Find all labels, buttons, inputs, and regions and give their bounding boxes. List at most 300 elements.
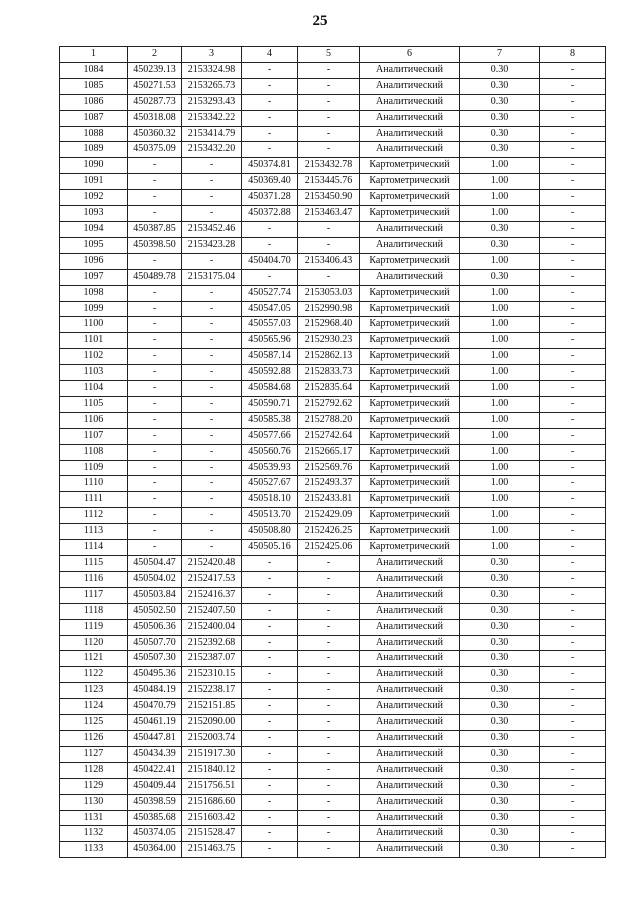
table-cell: 2153445.76 [298, 174, 360, 190]
table-cell: - [182, 349, 242, 365]
table-cell: 450507.30 [128, 651, 182, 667]
table-cell: 450557.03 [242, 317, 298, 333]
table-cell: 450547.05 [242, 301, 298, 317]
table-cell: - [182, 174, 242, 190]
table-cell: - [540, 524, 606, 540]
table-row [60, 412, 606, 428]
table-cell: - [298, 746, 360, 762]
table-cell: - [242, 221, 298, 237]
table-cell: Картометрический [360, 412, 460, 428]
table-cell: 1087 [60, 110, 128, 126]
table-cell: 1130 [60, 794, 128, 810]
table-cell: - [298, 810, 360, 826]
table-cell: - [242, 683, 298, 699]
table-cell: 450398.50 [128, 237, 182, 253]
table-cell: 1096 [60, 253, 128, 269]
table-cell: 2153463.47 [298, 206, 360, 222]
table-cell: 2152835.64 [298, 381, 360, 397]
table-cell: - [242, 142, 298, 158]
table-cell: 2152493.37 [298, 476, 360, 492]
table-row [60, 142, 606, 158]
table-cell: 1118 [60, 603, 128, 619]
table-cell: 0.30 [460, 715, 540, 731]
table-cell: 450518.10 [242, 492, 298, 508]
table-cell: 1100 [60, 317, 128, 333]
table-cell: 1.00 [460, 206, 540, 222]
table-cell: Аналитический [360, 237, 460, 253]
table-cell: 1.00 [460, 301, 540, 317]
table-cell: 1.00 [460, 460, 540, 476]
table-cell: 1124 [60, 699, 128, 715]
table-cell: 1.00 [460, 412, 540, 428]
table-cell: 1097 [60, 269, 128, 285]
table-cell: - [298, 794, 360, 810]
table-cell: 1.00 [460, 174, 540, 190]
table-cell: 1099 [60, 301, 128, 317]
table-cell: 0.30 [460, 762, 540, 778]
table-cell: 1.00 [460, 428, 540, 444]
table-cell: - [128, 540, 182, 556]
table-cell: - [128, 206, 182, 222]
table-cell: - [298, 62, 360, 78]
table-cell: 1091 [60, 174, 128, 190]
table-cell: 1133 [60, 842, 128, 858]
table-cell: Картометрический [360, 492, 460, 508]
table-cell: Картометрический [360, 349, 460, 365]
column-header: 4 [242, 47, 298, 63]
table-cell: 450369.40 [242, 174, 298, 190]
table-cell: Картометрический [360, 206, 460, 222]
table-cell: 2152392.68 [182, 635, 242, 651]
table-cell: - [540, 715, 606, 731]
table-cell: 1.00 [460, 317, 540, 333]
table-cell: - [182, 396, 242, 412]
table-cell: - [540, 78, 606, 94]
table-cell: 1110 [60, 476, 128, 492]
table-cell: - [540, 826, 606, 842]
table-cell: 2153053.03 [298, 285, 360, 301]
table-cell: - [540, 381, 606, 397]
table-cell: - [540, 428, 606, 444]
column-header: 7 [460, 47, 540, 63]
table-cell: - [540, 810, 606, 826]
table-row [60, 110, 606, 126]
table-cell: Картометрический [360, 508, 460, 524]
table-row [60, 810, 606, 826]
table-cell: 2152090.00 [182, 715, 242, 731]
table-cell: - [540, 221, 606, 237]
table-cell: - [540, 699, 606, 715]
table-row [60, 492, 606, 508]
table-header-row [60, 47, 606, 63]
table-cell: 450318.08 [128, 110, 182, 126]
table-cell: 450375.09 [128, 142, 182, 158]
table-cell: 450398.59 [128, 794, 182, 810]
table-cell: 2151917.30 [182, 746, 242, 762]
table-cell: 1117 [60, 587, 128, 603]
table-cell: 450505.16 [242, 540, 298, 556]
table-cell: 2152238.17 [182, 683, 242, 699]
table-cell: 1114 [60, 540, 128, 556]
table-cell: - [182, 476, 242, 492]
table-cell: 2152665.17 [298, 444, 360, 460]
table-cell: - [540, 174, 606, 190]
table-row [60, 333, 606, 349]
table-cell: - [128, 508, 182, 524]
table-cell: - [298, 221, 360, 237]
table-cell: 450461.19 [128, 715, 182, 731]
table-cell: - [540, 794, 606, 810]
table-row [60, 587, 606, 603]
table-cell: - [242, 269, 298, 285]
table-cell: Картометрический [360, 317, 460, 333]
table-cell: Аналитический [360, 142, 460, 158]
table-cell: 1123 [60, 683, 128, 699]
table-cell: 0.30 [460, 778, 540, 794]
table-cell: - [182, 524, 242, 540]
table-cell: 2151603.42 [182, 810, 242, 826]
table-cell: Картометрический [360, 158, 460, 174]
table-cell: 450587.14 [242, 349, 298, 365]
table-cell: 0.30 [460, 683, 540, 699]
table-row [60, 619, 606, 635]
table-cell: - [298, 556, 360, 572]
table-cell: - [182, 301, 242, 317]
table-row [60, 158, 606, 174]
table-cell: Аналитический [360, 826, 460, 842]
table-row [60, 651, 606, 667]
table-cell: 1.00 [460, 349, 540, 365]
table-cell: - [182, 253, 242, 269]
table-cell: 1128 [60, 762, 128, 778]
table-cell: - [298, 635, 360, 651]
table-row [60, 540, 606, 556]
table-cell: 450287.73 [128, 94, 182, 110]
table-cell: - [540, 476, 606, 492]
table-cell: - [540, 396, 606, 412]
table-cell: - [182, 190, 242, 206]
table-cell: Аналитический [360, 746, 460, 762]
table-cell: - [128, 428, 182, 444]
table-cell: 1132 [60, 826, 128, 842]
table-cell: - [242, 794, 298, 810]
table-cell: 450590.71 [242, 396, 298, 412]
table-cell: 450360.32 [128, 126, 182, 142]
table-cell: 450584.68 [242, 381, 298, 397]
table-cell: 2152833.73 [298, 365, 360, 381]
table-row [60, 524, 606, 540]
table-cell: - [128, 301, 182, 317]
table-row [60, 206, 606, 222]
table-cell: - [540, 746, 606, 762]
table-cell: - [540, 269, 606, 285]
table-cell: 1103 [60, 365, 128, 381]
table-cell: - [540, 651, 606, 667]
table-cell: Аналитический [360, 269, 460, 285]
table-cell: - [540, 842, 606, 858]
table-cell: Картометрический [360, 460, 460, 476]
table-cell: 1108 [60, 444, 128, 460]
table-cell: - [182, 158, 242, 174]
table-cell: - [128, 158, 182, 174]
table-cell: 0.30 [460, 651, 540, 667]
table-row [60, 571, 606, 587]
table-cell: - [242, 699, 298, 715]
table-cell: 450565.96 [242, 333, 298, 349]
table-cell: - [128, 365, 182, 381]
table-cell: - [298, 762, 360, 778]
table-cell: - [540, 142, 606, 158]
table-row [60, 508, 606, 524]
table-cell: 0.30 [460, 221, 540, 237]
table-cell: - [298, 842, 360, 858]
table-row [60, 730, 606, 746]
table-cell: 450506.36 [128, 619, 182, 635]
table-cell: - [540, 110, 606, 126]
table-cell: 1095 [60, 237, 128, 253]
table-row [60, 221, 606, 237]
table-cell: 2151756.51 [182, 778, 242, 794]
table-cell: 2153452.46 [182, 221, 242, 237]
table-cell: - [128, 492, 182, 508]
table-cell: 450508.80 [242, 524, 298, 540]
table-cell: Картометрический [360, 333, 460, 349]
table-cell: 450592.88 [242, 365, 298, 381]
table-cell: - [182, 333, 242, 349]
table-cell: 2153342.22 [182, 110, 242, 126]
table-cell: 0.30 [460, 587, 540, 603]
table-cell: 2153324.98 [182, 62, 242, 78]
column-header: 2 [128, 47, 182, 63]
table-cell: 450385.68 [128, 810, 182, 826]
column-header: 6 [360, 47, 460, 63]
table-cell: 450387.85 [128, 221, 182, 237]
table-cell: 2152417.53 [182, 571, 242, 587]
table-cell: 1.00 [460, 158, 540, 174]
table-cell: Картометрический [360, 253, 460, 269]
table-cell: 0.30 [460, 237, 540, 253]
table-cell: 0.30 [460, 94, 540, 110]
table-cell: 2151463.75 [182, 842, 242, 858]
table-row [60, 285, 606, 301]
table-cell: - [128, 317, 182, 333]
table-cell: 1129 [60, 778, 128, 794]
table-cell: 450502.50 [128, 603, 182, 619]
table-cell: Картометрический [360, 476, 460, 492]
table-cell: Аналитический [360, 699, 460, 715]
table-cell: Аналитический [360, 603, 460, 619]
table-cell: - [128, 396, 182, 412]
table-cell: - [128, 460, 182, 476]
table-row [60, 667, 606, 683]
table-cell: - [242, 667, 298, 683]
table-cell: 2153406.43 [298, 253, 360, 269]
table-cell: 1109 [60, 460, 128, 476]
table-cell: 1125 [60, 715, 128, 731]
table-cell: 2152387.07 [182, 651, 242, 667]
table-cell: - [128, 174, 182, 190]
table-cell: Аналитический [360, 94, 460, 110]
table-cell: 1.00 [460, 444, 540, 460]
table-cell: 450239.13 [128, 62, 182, 78]
table-cell: - [298, 603, 360, 619]
table-cell: 0.30 [460, 730, 540, 746]
table-cell: 2153432.78 [298, 158, 360, 174]
table-cell: Картометрический [360, 444, 460, 460]
table-cell: 1115 [60, 556, 128, 572]
table-cell: 2152416.37 [182, 587, 242, 603]
table-cell: Аналитический [360, 715, 460, 731]
table-cell: 450409.44 [128, 778, 182, 794]
table-row [60, 444, 606, 460]
table-cell: - [182, 492, 242, 508]
table-cell: - [298, 269, 360, 285]
table-cell: 450585.38 [242, 412, 298, 428]
table-cell: 2152310.15 [182, 667, 242, 683]
table-cell: 2151686.60 [182, 794, 242, 810]
table-row [60, 683, 606, 699]
table-row [60, 78, 606, 94]
table-cell: 1.00 [460, 508, 540, 524]
table-cell: 1121 [60, 651, 128, 667]
table-cell: 1085 [60, 78, 128, 94]
table-cell: Аналитический [360, 221, 460, 237]
table-cell: 2152862.13 [298, 349, 360, 365]
table-cell: - [242, 556, 298, 572]
table-cell: 1101 [60, 333, 128, 349]
table-cell: 0.30 [460, 699, 540, 715]
table-cell: - [540, 412, 606, 428]
table-cell: - [298, 715, 360, 731]
table-row [60, 381, 606, 397]
table-cell: - [540, 508, 606, 524]
table-cell: - [540, 317, 606, 333]
table-cell: 1.00 [460, 381, 540, 397]
table-cell: 1131 [60, 810, 128, 826]
table-cell: - [182, 381, 242, 397]
table-cell: - [242, 730, 298, 746]
table-cell: 1.00 [460, 285, 540, 301]
table-cell: - [540, 206, 606, 222]
table-cell: 450503.84 [128, 587, 182, 603]
table-row [60, 699, 606, 715]
table-cell: - [540, 62, 606, 78]
table-cell: 1120 [60, 635, 128, 651]
table-cell: 1092 [60, 190, 128, 206]
table-row [60, 476, 606, 492]
column-header: 8 [540, 47, 606, 63]
table-cell: - [242, 237, 298, 253]
table-row [60, 190, 606, 206]
table-cell: 1122 [60, 667, 128, 683]
table-cell: - [298, 667, 360, 683]
table-cell: - [540, 619, 606, 635]
table-row [60, 301, 606, 317]
table-cell: 450404.70 [242, 253, 298, 269]
table-cell: 2153293.43 [182, 94, 242, 110]
table-row [60, 635, 606, 651]
table-cell: - [182, 317, 242, 333]
table-cell: - [242, 635, 298, 651]
table-cell: 450527.67 [242, 476, 298, 492]
table-cell: - [298, 94, 360, 110]
column-header: 3 [182, 47, 242, 63]
table-cell: 450372.88 [242, 206, 298, 222]
table-cell: 450504.47 [128, 556, 182, 572]
table-cell: Аналитический [360, 587, 460, 603]
table-cell: 0.30 [460, 126, 540, 142]
table-cell: 0.30 [460, 78, 540, 94]
table-cell: 2153450.90 [298, 190, 360, 206]
table-cell: 1.00 [460, 253, 540, 269]
table-cell: - [540, 285, 606, 301]
table-cell: 1098 [60, 285, 128, 301]
table-cell: - [540, 301, 606, 317]
table-cell: - [242, 603, 298, 619]
table-cell: Аналитический [360, 571, 460, 587]
table-cell: 0.30 [460, 269, 540, 285]
table-cell: 450507.70 [128, 635, 182, 651]
table-cell: 2152569.76 [298, 460, 360, 476]
table-cell: - [540, 444, 606, 460]
coordinates-table [59, 46, 606, 858]
table-cell: - [298, 587, 360, 603]
table-cell: - [540, 94, 606, 110]
table-cell: 450422.41 [128, 762, 182, 778]
table-cell: 450470.79 [128, 699, 182, 715]
table-cell: Аналитический [360, 110, 460, 126]
table-cell: Картометрический [360, 540, 460, 556]
table-cell: 1102 [60, 349, 128, 365]
table-cell: - [540, 492, 606, 508]
table-cell: - [540, 667, 606, 683]
table-row [60, 826, 606, 842]
table-cell: - [182, 540, 242, 556]
table-cell: 1104 [60, 381, 128, 397]
table-cell: 450374.05 [128, 826, 182, 842]
table-cell: - [128, 333, 182, 349]
table-cell: 0.30 [460, 62, 540, 78]
table-cell: 1.00 [460, 476, 540, 492]
table-cell: Картометрический [360, 524, 460, 540]
table-cell: 2153175.04 [182, 269, 242, 285]
table-cell: - [540, 253, 606, 269]
table-cell: 450371.28 [242, 190, 298, 206]
table-cell: - [540, 762, 606, 778]
table-cell: Картометрический [360, 285, 460, 301]
table-cell: - [242, 587, 298, 603]
table-cell: 1094 [60, 221, 128, 237]
table-cell: - [242, 110, 298, 126]
table-cell: Картометрический [360, 301, 460, 317]
table-cell: 1093 [60, 206, 128, 222]
table-cell: 1116 [60, 571, 128, 587]
table-cell: - [298, 651, 360, 667]
table-cell: - [540, 571, 606, 587]
table-cell: - [182, 365, 242, 381]
table-row [60, 317, 606, 333]
table-cell: 0.30 [460, 635, 540, 651]
table-cell: 1.00 [460, 365, 540, 381]
table-cell: 1.00 [460, 540, 540, 556]
table-cell: Аналитический [360, 619, 460, 635]
table-cell: - [540, 365, 606, 381]
table-cell: 2152990.98 [298, 301, 360, 317]
table-cell: 450364.00 [128, 842, 182, 858]
table-cell: - [540, 333, 606, 349]
table-row [60, 778, 606, 794]
table-cell: 2152407.50 [182, 603, 242, 619]
